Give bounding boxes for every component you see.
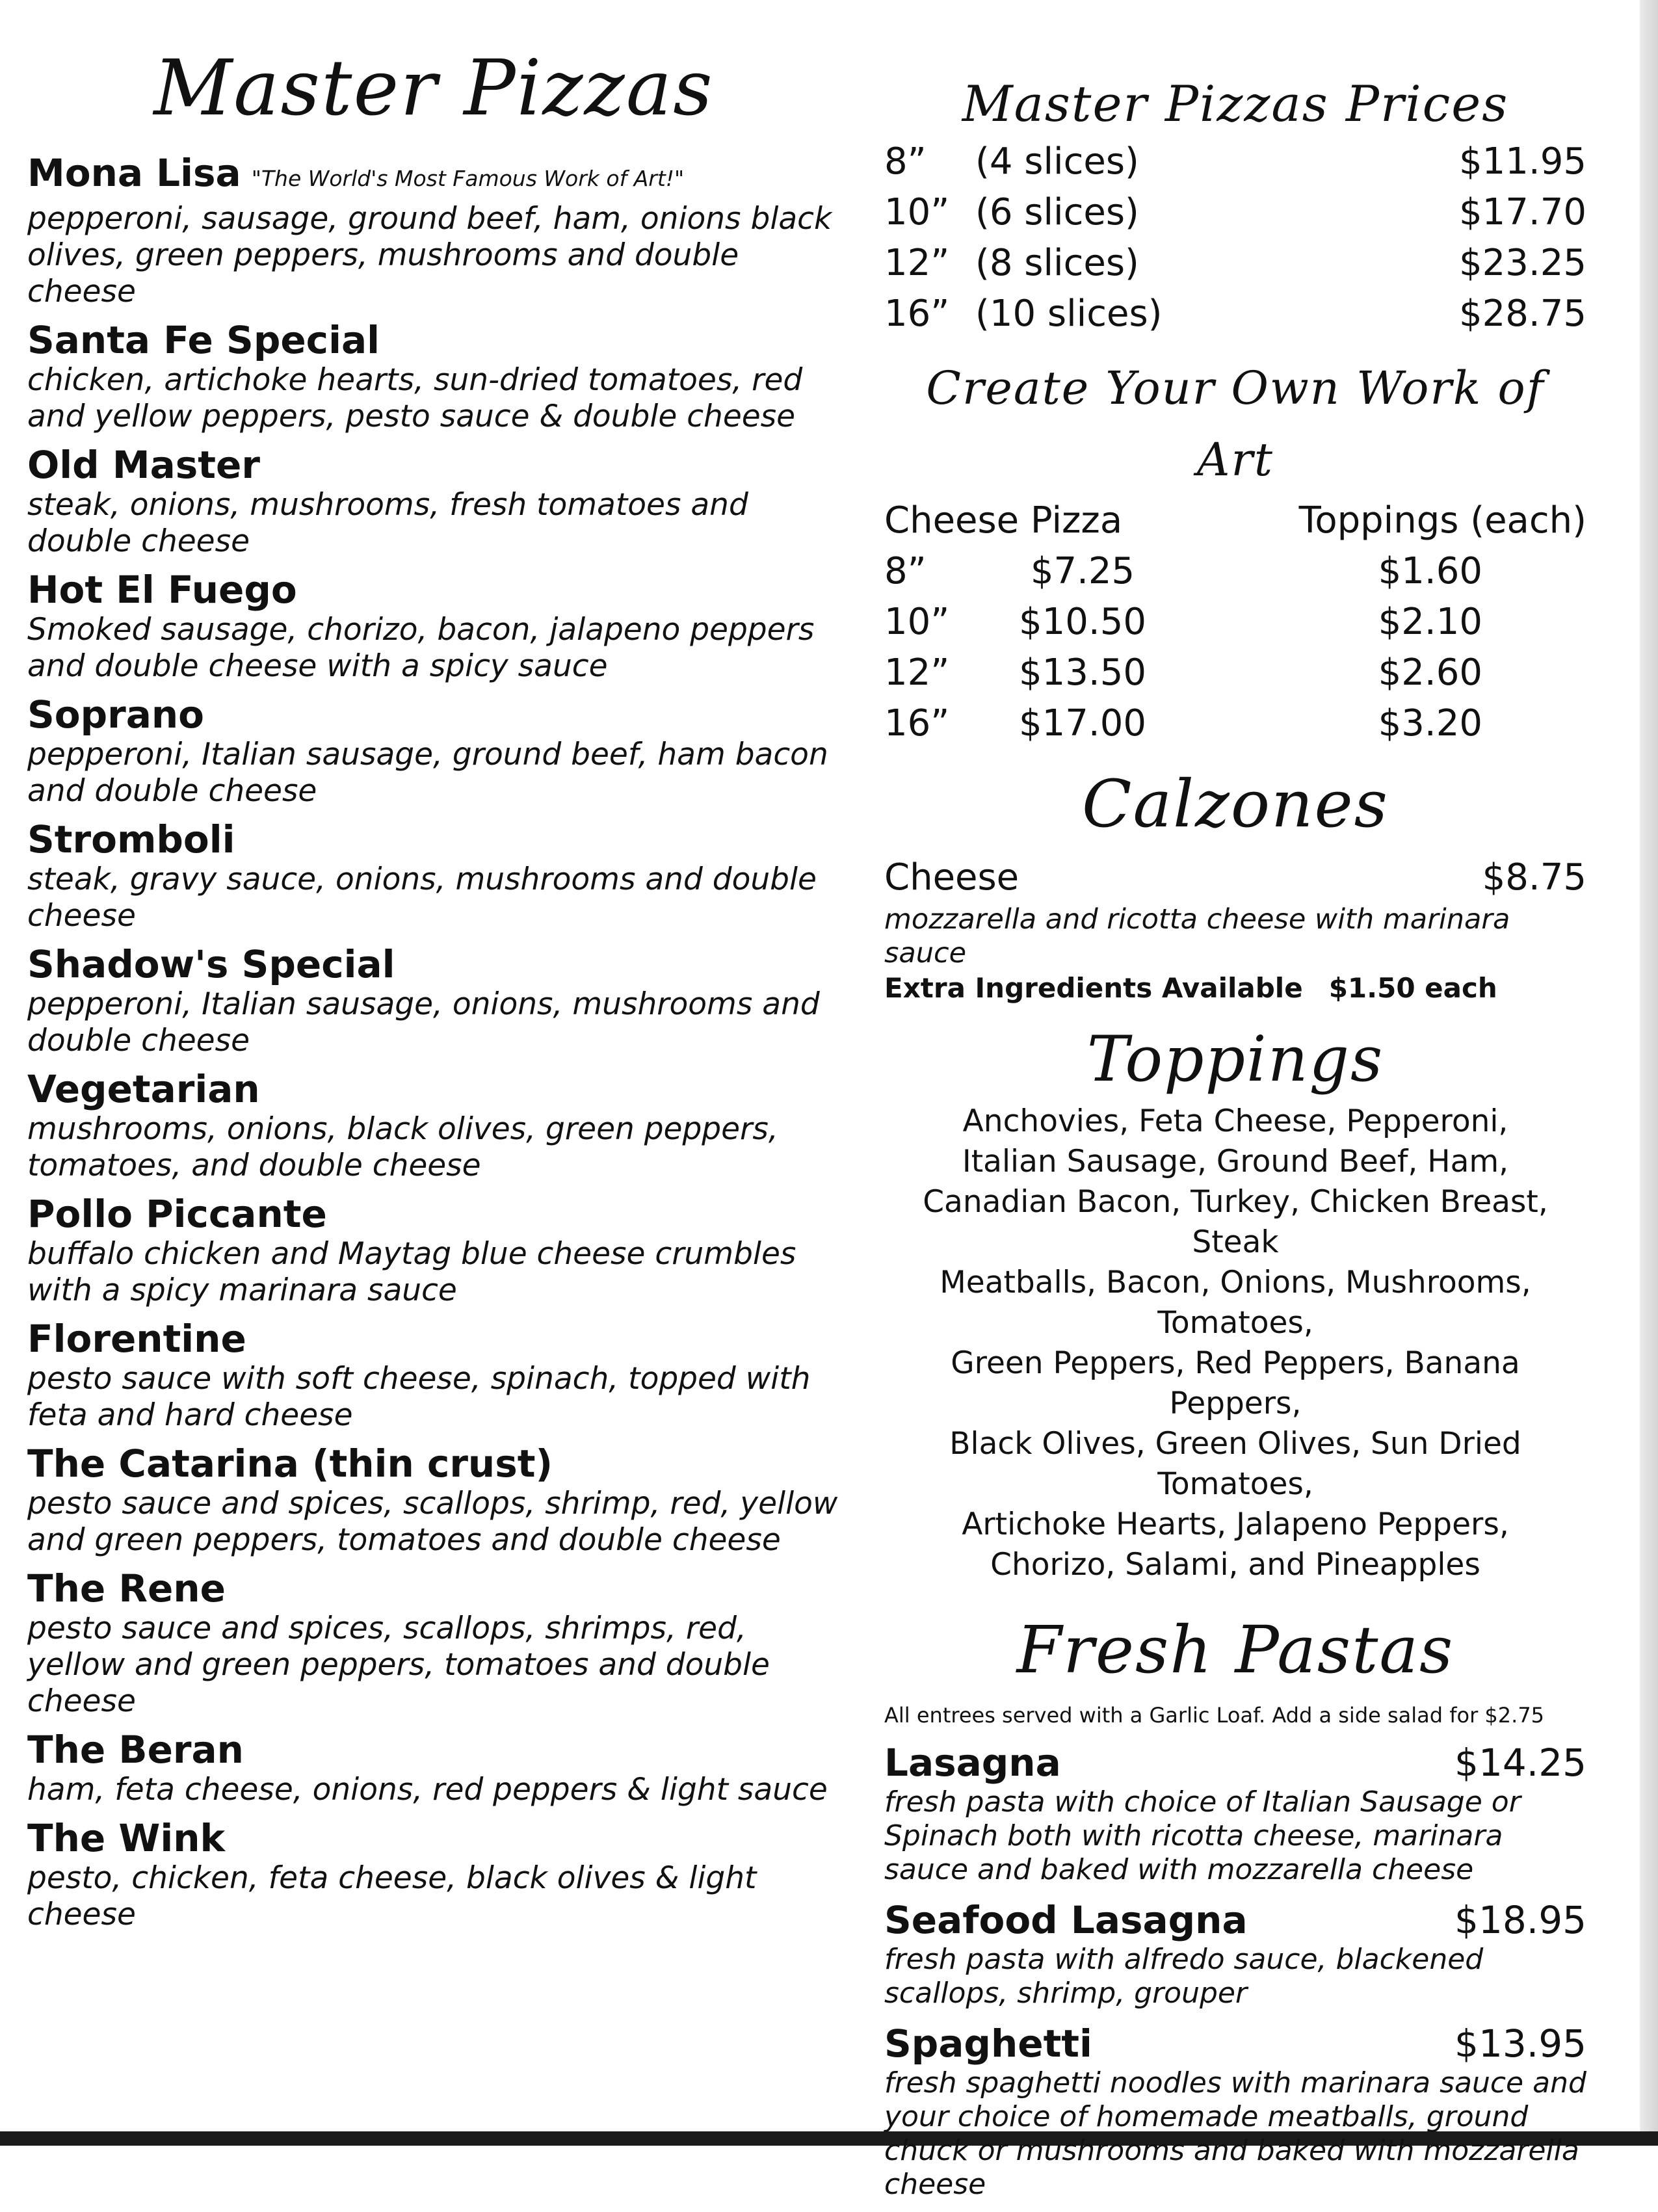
- cyo-row: [884, 597, 1586, 648]
- toppings-line: Anchovies, Feta Cheese, Pepperoni,: [962, 1103, 1508, 1139]
- calzones-section: [884, 756, 1586, 1007]
- price-slices: (10 slices): [975, 293, 1163, 335]
- pastas-title: Fresh Pastas: [1016, 1612, 1454, 1688]
- pizza-name: The Catarina (thin crust): [27, 1442, 553, 1486]
- pizza-description: mushrooms, onions, black olives, green peppers, tomatoes, and double cheese: [27, 1111, 778, 1183]
- pizza-description: buffalo chicken and Maytag blue cheese crumbles with a spicy marinara sauce: [27, 1236, 796, 1308]
- price-amount: $17.70: [1459, 191, 1586, 233]
- cyo-topping-price: $1.60: [1378, 550, 1482, 592]
- calzones-title: Calzones: [1082, 766, 1389, 842]
- price-amount: $23.25: [1459, 242, 1586, 284]
- price-slices: (4 slices): [975, 140, 1139, 183]
- toppings-line: Canadian Bacon, Turkey, Chicken Breast, Steak: [923, 1184, 1548, 1260]
- pizza-item-soprano: [27, 692, 840, 810]
- pasta-name: Seafood Lasagna: [884, 1898, 1248, 1942]
- master-pizzas-section: [27, 39, 840, 1941]
- price-slices: (6 slices): [975, 191, 1139, 233]
- pastas-section: [884, 1605, 1586, 2202]
- price-amount: $28.75: [1459, 293, 1586, 335]
- price-row: [884, 289, 1586, 339]
- calzone-name: Cheese: [884, 856, 1020, 899]
- pastas-note: All entrees served with a Garlic Loaf. Add a side salad for $2.75: [884, 1703, 1545, 1728]
- master-prices-title: Master Pizzas Prices: [962, 75, 1509, 133]
- extra-ingredients-label: Extra Ingredients Available: [884, 972, 1303, 1004]
- pizza-name: Pollo Piccante: [27, 1192, 327, 1236]
- pizza-item-the-beran: [27, 1728, 840, 1808]
- pizza-name: Florentine: [27, 1317, 246, 1361]
- toppings-line: Meatballs, Bacon, Onions, Mushrooms, Tomatoes,: [940, 1265, 1531, 1341]
- pizza-item-the-rene: [27, 1566, 840, 1720]
- price-size: 8”: [884, 140, 927, 183]
- create-your-own-title: Create Your Own Work of Art: [926, 362, 1545, 486]
- pizza-description: ham, feta cheese, onions, red peppers & light sauce: [27, 1772, 828, 1808]
- pizza-name: Old Master: [27, 443, 260, 487]
- calzone-description: mozzarella and ricotta cheese with marinara sauce: [884, 903, 1510, 969]
- pizza-description: pesto sauce with soft cheese, spinach, topped with feta and hard cheese: [27, 1361, 811, 1433]
- calzone-extras: [884, 970, 1586, 1007]
- pizza-description: Smoked sausage, chorizo, bacon, jalapeno peppers and double cheese with a spicy sauce: [27, 612, 815, 684]
- price-size: 16”: [884, 293, 950, 335]
- pizza-name: The Beran: [27, 1728, 244, 1772]
- pizza-name: The Wink: [27, 1816, 226, 1860]
- pizza-tagline: "The World's Most Famous Work of Art!": [251, 166, 685, 191]
- pasta-price: $18.95: [1454, 1898, 1586, 1942]
- pasta-price: $13.95: [1454, 2021, 1586, 2066]
- cyo-size: 12”: [884, 652, 950, 694]
- price-row: [884, 187, 1586, 238]
- pizza-item-shadows-special: [27, 942, 840, 1059]
- price-size: 10”: [884, 191, 950, 233]
- price-slices: (8 slices): [975, 242, 1139, 284]
- right-column: [884, 72, 1586, 2212]
- pizza-item-vegetarian: [27, 1067, 840, 1184]
- pasta-item-spaghetti: [884, 2021, 1586, 2202]
- pizza-name: Hot El Fuego: [27, 568, 297, 612]
- toppings-title: Toppings: [1086, 1023, 1384, 1096]
- pasta-description: fresh spaghetti noodles with marinara sauce and your choice of homemade meatballs, ground chuck or mushrooms and baked with mozzarella cheese: [884, 2066, 1586, 2201]
- cyo-cheese-price: $7.25: [1030, 550, 1135, 592]
- pasta-description: fresh pasta with choice of Italian Sausage or Spinach both with ricotta cheese, marinara sauce and baked with mozzarella cheese: [884, 1785, 1521, 1886]
- pizza-item-florentine: [27, 1317, 840, 1434]
- pizza-name: Stromboli: [27, 817, 235, 862]
- master-prices-section: [884, 72, 1586, 339]
- toppings-section: [884, 1017, 1586, 1585]
- pasta-item-seafood-lasagna: [884, 1897, 1586, 2010]
- cyo-row: [884, 698, 1586, 749]
- cyo-size: 16”: [884, 702, 950, 744]
- pizza-description: pesto sauce and spices, scallops, shrimps, red, yellow and green peppers, tomatoes and double cheese: [27, 1611, 770, 1719]
- toppings-line: Italian Sausage, Ground Beef, Ham,: [962, 1144, 1509, 1179]
- pizza-item-the-wink: [27, 1816, 840, 1933]
- price-row: [884, 137, 1586, 187]
- pizza-description: steak, onions, mushrooms, fresh tomatoes and double cheese: [27, 487, 748, 559]
- toppings-line: Chorizo, Salami, and Pineapples: [990, 1547, 1480, 1583]
- toppings-line: Green Peppers, Red Peppers, Banana Peppers,: [951, 1345, 1520, 1421]
- price-size: 12”: [884, 242, 950, 284]
- pizza-item-stromboli: [27, 817, 840, 934]
- cyo-row: [884, 648, 1586, 698]
- pizza-description: pesto, chicken, feta cheese, black olives & light cheese: [27, 1860, 757, 1932]
- pizza-item-mona-lisa: [27, 151, 840, 310]
- calzone-item: [884, 853, 1586, 902]
- calzone-price: $8.75: [1482, 856, 1586, 899]
- pasta-description: fresh pasta with alfredo sauce, blackened scallops, shrimp, grouper: [884, 1943, 1484, 2010]
- pizza-item-pollo-piccante: [27, 1192, 840, 1309]
- price-row: [884, 238, 1586, 289]
- cyo-size: 10”: [884, 601, 950, 643]
- pizza-name: Santa Fe Special: [27, 318, 380, 362]
- master-pizzas-title: Master Pizzas: [153, 43, 714, 133]
- pizza-description: steak, gravy sauce, onions, mushrooms and double cheese: [27, 862, 817, 934]
- pizza-name: Shadow's Special: [27, 942, 395, 986]
- pizza-name: Soprano: [27, 692, 205, 737]
- cyo-cheese-price: $17.00: [1019, 702, 1146, 744]
- pasta-name: Spaghetti: [884, 2021, 1092, 2066]
- page-edge: [1640, 0, 1658, 2146]
- pizza-description: pesto sauce and spices, scallops, shrimp, red, yellow and green peppers, tomatoes and double cheese: [27, 1486, 838, 1558]
- extra-ingredients-price: $1.50 each: [1328, 972, 1497, 1004]
- pizza-description: pepperoni, Italian sausage, ground beef, ham bacon and double cheese: [27, 737, 828, 809]
- cyo-topping-price: $2.10: [1378, 601, 1482, 643]
- cyo-topping-price: $2.60: [1378, 652, 1482, 694]
- toppings-each-header: Toppings (each): [1298, 499, 1586, 542]
- pizza-item-hot-el-fuego: [27, 568, 840, 685]
- price-amount: $11.95: [1459, 140, 1586, 183]
- toppings-line: Artichoke Hearts, Jalapeno Peppers,: [962, 1507, 1509, 1542]
- cyo-topping-price: $3.20: [1378, 702, 1482, 744]
- pizza-name: Mona Lisa: [27, 151, 241, 195]
- create-your-own-header: [884, 495, 1586, 546]
- pasta-price: $14.25: [1454, 1741, 1586, 1785]
- pizza-name: The Rene: [27, 1566, 226, 1611]
- cyo-row: [884, 546, 1586, 597]
- pizza-description: chicken, artichoke hearts, sun-dried tomatoes, red and yellow peppers, pesto sauce & double cheese: [27, 362, 803, 434]
- cyo-cheese-price: $13.50: [1019, 652, 1146, 694]
- toppings-line: Black Olives, Green Olives, Sun Dried Tomatoes,: [949, 1426, 1521, 1502]
- create-your-own-section: [884, 352, 1586, 749]
- pizza-description: pepperoni, sausage, ground beef, ham, onions black olives, green peppers, mushrooms and double cheese: [27, 201, 832, 309]
- pasta-name: Lasagna: [884, 1741, 1061, 1785]
- pizza-item-santa-fe-special: [27, 318, 840, 435]
- pizza-name: Vegetarian: [27, 1067, 260, 1111]
- pasta-item-lasagna: [884, 1740, 1586, 1887]
- pizza-description: pepperoni, Italian sausage, onions, mushrooms and double cheese: [27, 986, 820, 1059]
- pizza-item-old-master: [27, 443, 840, 560]
- toppings-list: [884, 1101, 1586, 1585]
- cyo-cheese-price: $10.50: [1019, 601, 1146, 643]
- pizza-item-the-catarina: [27, 1442, 840, 1559]
- cyo-size: 8”: [884, 550, 927, 592]
- cheese-pizza-header: Cheese Pizza: [884, 499, 1123, 542]
